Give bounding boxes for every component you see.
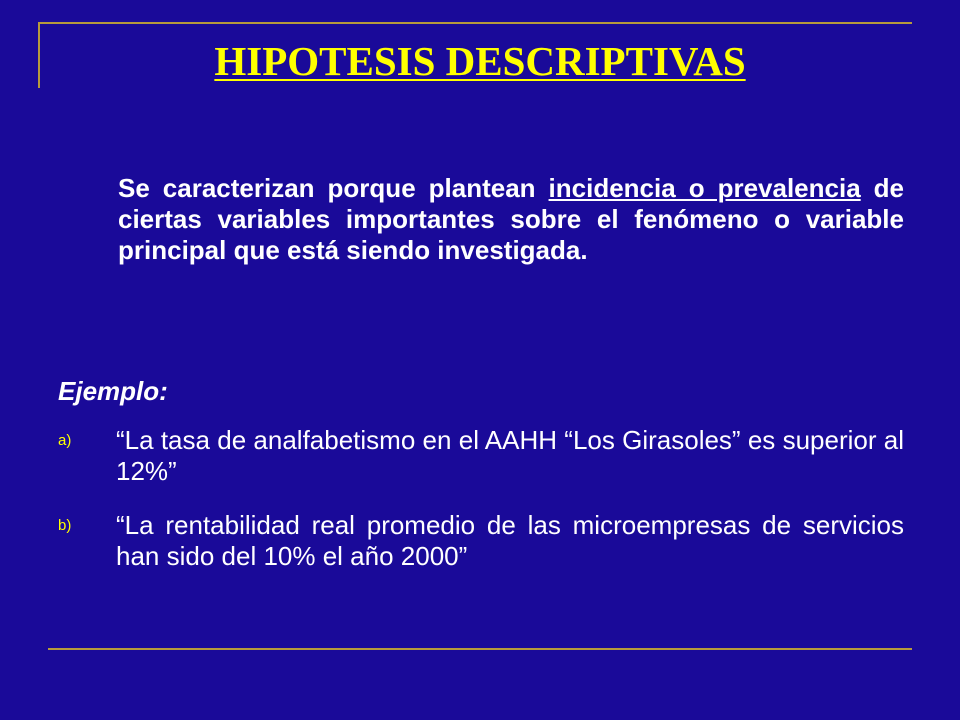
intro-text-before: Se caracterizan porque plantean	[118, 173, 549, 203]
intro-paragraph	[118, 173, 904, 266]
example-text-b: “La rentabilidad real promedio de las microempresas de servicios han sido del 10% el año 2000”	[116, 510, 904, 571]
intro-underlined-term: incidencia o prevalencia	[548, 173, 861, 203]
example-item-a	[58, 425, 904, 487]
bottom-divider-line	[48, 648, 912, 650]
intro-text-after: de ciertas variables importantes sobre el fenómeno o variable principal que está siendo investigada.	[118, 173, 905, 265]
example-text-a: “La tasa de analfabetismo en el AAHH “Los Girasoles” es superior al 12%”	[116, 425, 904, 486]
slide-title: HIPOTESIS DESCRIPTIVAS	[214, 38, 746, 84]
example-item-b	[58, 510, 904, 572]
list-marker-a: a)	[58, 432, 72, 449]
list-marker-b: b)	[58, 517, 72, 534]
example-heading: Ejemplo:	[58, 376, 168, 406]
top-divider-line	[40, 22, 912, 24]
